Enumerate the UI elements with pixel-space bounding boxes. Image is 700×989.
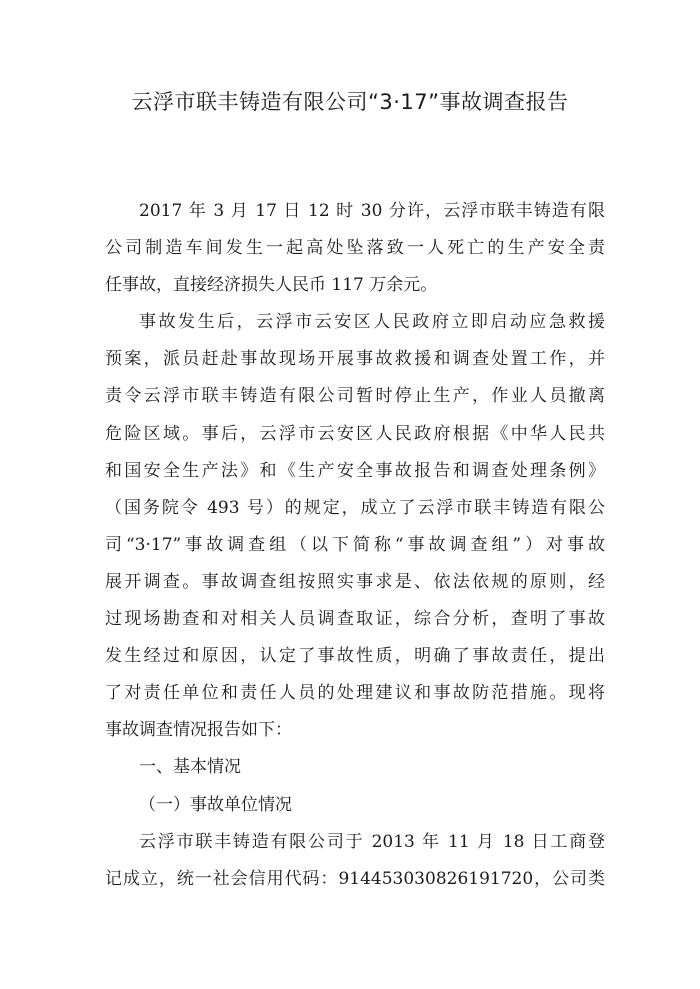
- subsection-heading: （一）事故单位情况: [139, 794, 292, 815]
- text-line: 记成立，统一社会信用代码：914453030826191720，公司类: [105, 868, 605, 889]
- document-title: 云浮市联丰铸造有限公司“3·17”事故调查报告: [131, 90, 569, 114]
- paragraph-company-info: [105, 824, 605, 898]
- document-body: [105, 193, 605, 898]
- text-line: （国务院令 493 号）的规定，成立了云浮市联丰铸造有限公: [105, 497, 605, 518]
- text-line: 发生经过和原因，认定了事故性质，明确了事故责任，提出: [105, 646, 605, 667]
- text-line: 和国安全生产法》和《生产安全事故报告和调查处理条例》: [105, 460, 605, 481]
- text-line: 危险区域。事后，云浮市云安区人民政府根据《中华人民共: [105, 423, 605, 444]
- text-line: 司“3·17”事故调查组（以下简称“事故调查组”）对事故: [105, 534, 605, 555]
- text-line: 云浮市联丰铸造有限公司于 2013 年 11 月 18 日工商登: [139, 831, 605, 852]
- text-line: 责令云浮市联丰铸造有限公司暂时停止生产，作业人员撤离: [105, 386, 605, 407]
- text-line: 过现场勘查和对相关人员调查取证，综合分析，查明了事故: [105, 609, 605, 630]
- text-line: 事故调查情况报告如下：: [105, 720, 292, 741]
- text-line: 任事故，直接经济损失人民币 117 万余元。: [105, 275, 438, 296]
- text-line: 展开调查。事故调查组按照实事求是、依法依规的原则，经: [105, 571, 605, 592]
- text-line: 预案，派员赶赴事故现场开展事故救援和调查处置工作，并: [105, 349, 605, 370]
- text-line: 2017 年 3 月 17 日 12 时 30 分许，云浮市联丰铸造有限: [139, 201, 605, 221]
- paragraph-accident-summary: [105, 193, 605, 304]
- text-line: 事故发生后，云浮市云安区人民政府立即启动应急救援: [139, 312, 605, 333]
- text-line: 公司制造车间发生一起高处坠落致一人死亡的生产安全责: [105, 238, 605, 259]
- section-heading: 一、基本情况: [139, 757, 241, 778]
- text-line: 了对责任单位和责任人员的处理建议和事故防范措施。现将: [105, 683, 605, 704]
- paragraph-investigation: [105, 304, 605, 749]
